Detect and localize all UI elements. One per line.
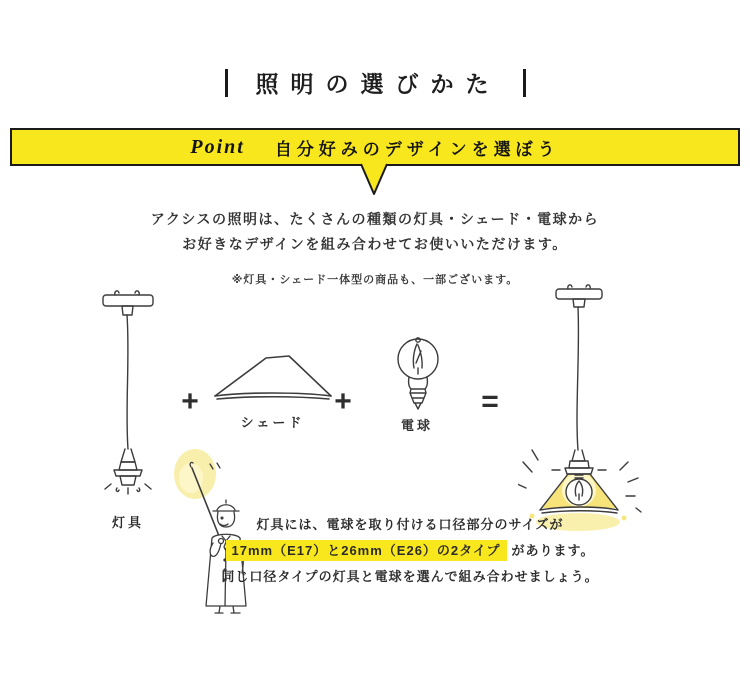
assembled-lamp-illustration-icon [518,282,653,534]
bulb-label: 電球 [400,418,433,433]
shade-label: シェード [240,415,305,430]
point-label: Point [190,135,245,158]
footer-line-2 [35,538,750,564]
banner-pointer-icon [358,163,390,197]
title-bar-right-icon [523,69,526,97]
point-banner-text: 自分好みのデザインを選ぼう [274,139,560,159]
equals-sign: = [481,385,499,418]
point-banner [10,128,740,166]
footer-line-3: 同じ口径タイプの灯具と電球を選んで組み合わせましょう。 [221,569,599,584]
page-title-text: 照明の選びかた [255,71,501,97]
intro-line-2: お好きなデザインを組み合わせてお使いいただけます。 [182,236,568,252]
plus-sign-1: + [181,385,199,418]
footer-highlight-suffix: があります。 [511,543,595,558]
page-title [0,66,750,99]
shade-illustration-icon [205,350,340,404]
lamp-cord-label: 灯具 [111,515,144,530]
intro-text [0,207,750,257]
title-bar-left-icon [225,69,228,97]
intro-line-1: アクシスの照明は、たくさんの種類の灯具・シェード・電球から [150,211,600,227]
footer-line-1: 灯具には、電球を取り付ける口径部分のサイズが [256,517,564,532]
footer-text [35,512,750,590]
intro-note: ※灯具・シェード一体型の商品も、一部ございます。 [231,274,519,286]
plus-sign-2: + [334,385,352,418]
bulb-illustration-icon [390,334,448,414]
footer-highlight: 17mm（E17）と26mm（E26）の2タイプ [226,540,507,561]
